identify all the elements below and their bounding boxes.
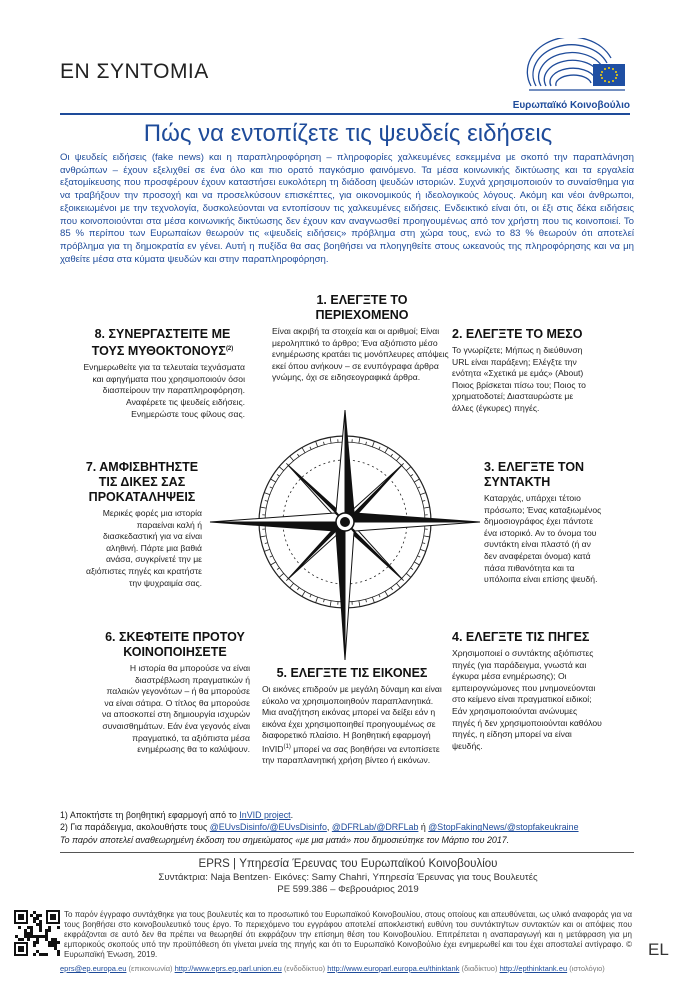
invid-project-link[interactable]: InVID project — [239, 810, 291, 820]
revision-note: Το παρόν αποτελεί αναθεωρημένη έκδοση του σημειώματος «με μια ματιά» που δημοσιεύτηκε τον Μάρτιο του 2017. — [60, 834, 510, 845]
footer-credits — [0, 857, 696, 896]
intranet-link[interactable]: http://www.eprs.ep.parl.union.eu — [174, 964, 282, 973]
link-note: (επικοινωνία) — [126, 964, 175, 973]
step-join-mythbusters — [80, 327, 245, 420]
organization-name: Ευρωπαϊκό Κοινοβούλιο — [512, 100, 630, 111]
stopfakingnews-link[interactable]: @StopFakingNews/@stopfakeukraine — [428, 822, 579, 833]
footnote-ref: (1) — [283, 743, 291, 750]
step-title: 3. ΕΛΕΓΞΤΕ ΤΟΝ ΣΥΝΤΑΚΤΗ — [484, 460, 585, 489]
legal-disclaimer: Το παρόν έγγραφο συντάχθηκε για τους βουλευτές και το προσωπικό του Ευρωπαϊκού Κοινοβουλίου, στους οποίους και απευθύνεται, ως υλικό αναφοράς για να τους βοηθήσει στο κοινοβουλευτικό τους έργο. Το περιεχόμενο του εγγράφου αποτελεί αποκλειστική ευθύνη του συντάκτη/των συντακτών και οι απόψεις που εκφράζονται σε αυτό δεν θα πρέπει να θεωρηθεί ότι εκφράζουν την επίσημη θέση του Κοινοβουλίου. Επιτρέπεται η αναπαραγωγή και η μετάφραση για μη εμπορικούς σκοπούς υπό την προϋπόθεση ότι γίνεται μνεία της πηγής και ότι το Ευρωπαϊκό Κοινοβούλιο έχει ενημερωθεί και του έχει αποσταλεί αντίγραφο. © Ευρωπαϊκή Ένωση, 2019. — [64, 910, 632, 960]
footer-divider — [60, 852, 634, 853]
intro-paragraph: Οι ψευδείς ειδήσεις (fake news) και η παραπληροφόρηση – πληροφορίες χαλκευμένες εσκεμμένα με σκοπό την παραπλάνηση ανθρώπων – έχουν εξελιχθεί σε ένα όλο και πιο ορατό παγκόσμιο φαινόμενο. Τα μέσα κοινωνικής δικτύωσης και τα εργαλεία εξατομίκευσης που προσφέρουν έχουν καταστήσει ευκολότερη τη διάδοση ψευδών ιστοριών. Συχνά χρησιμοποιούν το συναίσθημα για να τραβήξουν την προσοχή και να προσελκύσουν επισκέπτες, για οικονομικούς ή ιδεολογικούς λόγους. Ακόμη και νέοι άνθρωποι, εξοικειωμένοι με την τεχνολογία, δυσκολεύονται να εντοπίσουν τις χαλκευμένες ειδήσεις. Ενδεικτικό είναι ότι, οι έξι στις δέκα ειδήσεις που κοινοποιούνται στα μέσα κοινωνικής δικτύωσης δεν έχουν καν αναγνωσθεί προηγουμένως από τον χρήστη που τις κοινοποιεί. Το 85 % περίπου των Ευρωπαίων θεωρούν τις «ψευδείς ειδήσεις» πρόβλημα στη χώρα τους, ενώ το 83 % θεωρούν ότι αποτελεί πρόβλημα για τη δημοκρατία εν γένει. Αυτή η πυξίδα θα σας βοηθήσει να πλοηγηθείτε στους ωκεανούς της πληροφόρησης και να μη χαθείτε μέσα στα κύματα ψευδών και στην παραπληροφόρηση. — [60, 152, 634, 265]
link-note: (διαδίκτυο) — [459, 964, 500, 973]
step-title: 2. ΕΛΕΓΞΤΕ ΤΟ ΜΕΣΟ — [452, 327, 583, 341]
footnote-text: 1) Αποκτήστε τη βοηθητική εφαρμογή από το — [60, 810, 240, 820]
language-code: EL — [648, 940, 669, 959]
step-title — [80, 327, 245, 359]
step-title: 5. ΕΛΕΓΞΤΕ ΤΙΣ ΕΙΚΟΝΕΣ — [276, 666, 428, 680]
step-check-sources — [452, 630, 602, 752]
thinktank-link[interactable]: http://www.europarl.europa.eu/thinktank — [327, 964, 460, 973]
step-body: Ενημερωθείτε για τα τελευταία τεχνάσματα και αφηγήματα που χρησιμοποιούν όσοι διασπείρουν την παραπληροφόρηση. Αναφέρετε τις ψευδείς ειδήσεις. Ενημερώστε τους φίλους σας. — [83, 362, 245, 419]
footnote-text: ή — [418, 822, 429, 833]
step-body: Η ιστορία θα μπορούσε να είναι διαστρέβλωση πραγματικών ή παλαιών γεγονότων – ή θα μπορούσε να είναι σάτιρα. Ο τίτλος θα μπορούσε να αποσκοπεί στη δημιουργία ισχυρών συναισθημάτων. Εάν ένα γεγονός είναι πραγματικό, τα αξιόπιστα μέσα ενημέρωσης θα το καλύψουν. — [102, 663, 250, 755]
page-section-label: ΕΝ ΣΥΝΤΟΜΙΑ — [60, 60, 209, 83]
footnotes — [60, 809, 640, 846]
dfrlab-link[interactable]: @DFRLab/@DRFLab — [331, 822, 419, 833]
qr-code-icon[interactable] — [14, 910, 60, 956]
step-title: 7. ΑΜΦΙΣΒΗΤΗΣΤΕ ΤΙΣ ΔΙΚΕΣ ΣΑΣ ΠΡΟΚΑΤΑΛΗΨΕΙΣ — [85, 460, 199, 504]
step-title: 4. ΕΛΕΓΞΤΕ ΤΙΣ ΠΗΓΕΣ — [452, 630, 590, 644]
step-check-outlet — [452, 327, 594, 415]
footnote-2 — [60, 821, 640, 833]
service-name: EPRS | Υπηρεσία Έρευνας του Ευρωπαϊκού Κοινοβουλίου — [198, 858, 498, 870]
step-check-images — [262, 666, 442, 767]
page-title: Πώς να εντοπίζετε τις ψευδείς ειδήσεις — [143, 120, 553, 147]
footnote-text: 2) Για παράδειγμα, ακολουθήστε τους — [60, 822, 210, 833]
header-divider — [60, 113, 630, 115]
email-link[interactable]: eprs@ep.europa.eu — [60, 964, 127, 973]
step-check-author — [484, 460, 602, 586]
step-question-biases — [82, 460, 202, 589]
step-body — [262, 684, 442, 767]
step-body: Καταρχάς, υπάρχει τέτοιο πρόσωπο; Ένας καταξιωμένος δημοσιογράφος έχει πάντοτε ένα ιστορικό. Αν το όνομα του συντάκτη είναι πλαστό (ή αν δεν αναφέρεται όνομα) κατά πάσα πιθανότητα και τα υπόλοιπα είναι επίσης ψευδή. — [484, 493, 602, 585]
document-reference: PE 599.386 – Φεβρουάριος 2019 — [277, 884, 419, 895]
footnote-1 — [60, 809, 640, 821]
step-think-before-sharing — [100, 630, 250, 756]
link-note: (ενδοδίκτυο) — [281, 964, 328, 973]
step-title-text: 8. ΣΥΝΕΡΓΑΣΤΕΙΤΕ ΜΕ ΤΟΥΣ ΜΥΘΟΚΤΟΝΟΥΣ — [91, 327, 231, 359]
compass-rose-illustration — [194, 408, 496, 662]
euvsdisinfo-link[interactable]: @EUvsDisinfo/@EUvsDisinfo — [209, 822, 327, 833]
link-note: (ιστολόγιο) — [567, 964, 605, 973]
blog-link[interactable]: http://epthinktank.eu — [499, 964, 568, 973]
contact-links — [60, 964, 650, 974]
step-check-content — [272, 293, 452, 384]
step-body: Μερικές φορές μια ιστορία παραείναι καλή ή διασκεδαστική για να είναι αληθινή. Πάρτε μια βαθιά ανάσα, συγκρίνετέ την με αξιόπιστες πηγές και κρατήστε την ψυχραιμία σας. — [86, 508, 202, 588]
footnote-ref: (2) — [225, 346, 234, 352]
step-title: 1. ΕΛΕΓΞΤΕ ΤΟ ΠΕΡΙΕΧΟΜΕΝΟ — [315, 293, 409, 322]
step-body-part: Οι εικόνες επιδρούν με μεγάλη δύναμη και είναι εύκολο να χρησιμοποιηθούν παραπλανητικά. Μια αναζήτηση εικόνας μπορεί να δείξει εάν η εικόνα έχει χρησιμοποιηθεί προηγουμένως σε διαφορετικό πλαίσιο. Η βοηθητική εφαρμογή InVID — [262, 684, 442, 754]
step-body: Είναι ακριβή τα στοιχεία και οι αριθμοί; Είναι μεροληπτικό το άρθρο; Ένα αξιόπιστο μέσο ενημέρωσης κρατάει τις μονόπλευρες απόψεις εκεί όπου ανήκουν – σε ενυπόγραφα άρθρα γνώμης, όχι σε ειδησεογραφικά άρθρα. — [272, 326, 449, 383]
step-body: Το γνωρίζετε; Μήπως η διεύθυνση URL είναι παράξενη; Ελέγξτε την ενότητα «Σχετικά με εμάς» (About) Ποιος βρίσκεται πίσω του; Ποιος το χρηματοδοτεί; Διασταυρώστε με άλλες (έγκυρες) πηγές. — [452, 345, 586, 413]
step-title: 6. ΣΚΕΦΤΕΙΤΕ ΠΡΟΤΟΥ ΚΟΙΝΟΠΟΙΗΣΕΤΕ — [105, 630, 245, 659]
authors-credit: Συντάκτρια: Naja Bentzen· Εικόνες: Samy Chahri, Υπηρεσία Έρευνας για τους Βουλευτές — [158, 872, 538, 883]
footnote-text: , — [326, 822, 332, 833]
footnote-text: . — [290, 810, 294, 820]
step-body-part: μπορεί να σας βοηθήσει να εντοπίσετε την παραπλανητική χρήση βίντεο ή εικόνων. — [262, 743, 440, 766]
step-body: Χρησιμοποιεί ο συντάκτης αξιόπιστες πηγές (για παράδειγμα, γνωστά και έγκυρα μέσα ενημέρωσης); Οι εμπειρογνώμονες που μνημονεύονται στο κείμενο είναι πραγματικοί ειδικοί; Εάν χρησιμοποιούνται ανώνυμες πηγές ή δεν χρησιμοποιούνται καθόλου πηγές, η είδηση μπορεί να είναι ψευδής. — [452, 648, 602, 751]
